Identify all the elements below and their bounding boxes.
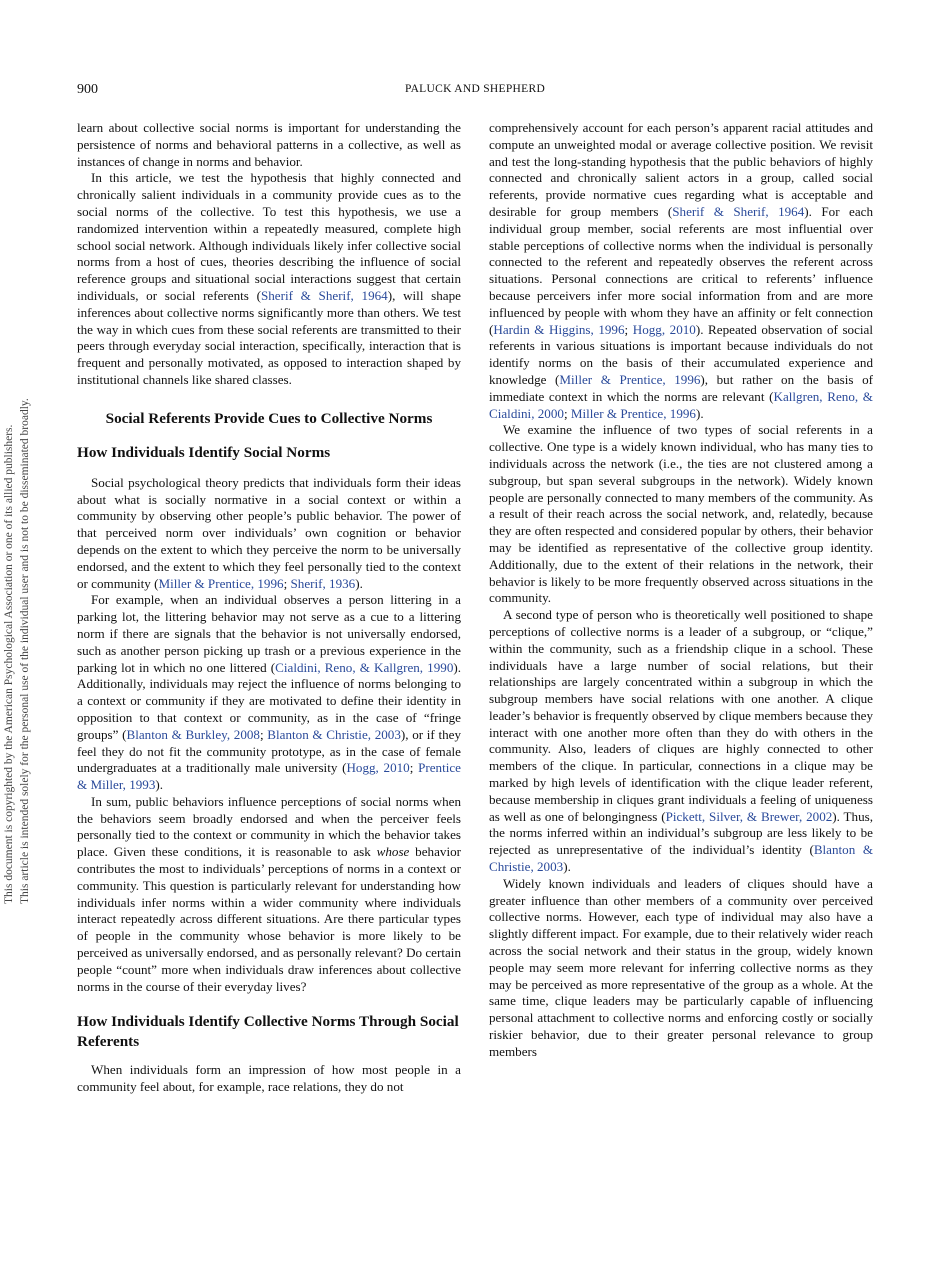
- paragraph: We examine the influence of two types of social referents in a collective. One type is a widely known individual, who has many ties to individuals across the network (i.e., the ties are not clustered among a subgroup, but span several subgroups in the network). Widely known people are personally connected to many members of the community. As a result of their reach across the social network, and, relatedly, because they are often respected and considered popular by others, their behavior may be identified as representative of the collective group identity. Additionally, due to the extent of their relations in the network, their behavior is likely to be more frequently observed across situations in the community.: [489, 422, 873, 606]
- copyright-line-1: This document is copyrighted by the American Psychological Association or one of its allied publishers.: [3, 424, 15, 904]
- citation-link[interactable]: Cialdini, Reno, & Kallgren, 1990: [275, 659, 454, 675]
- citation-link[interactable]: Hogg, 2010: [346, 760, 410, 776]
- citation-link[interactable]: Kallgren, Reno, & Cialdini, 2000: [489, 388, 873, 421]
- paragraph: In this article, we test the hypothesis that highly connected and chronically salient individuals in a community provide cues as to the social norms of the collective. To test this hypothesis, we use a randomized intervention within a repeatedly measured, complete high school social network. Although individuals likely infer collective social norms from a host of cues, theories describing the influence of social reference groups and situational social interactions suggest that certain individuals, or social referents (Sherif & Sherif, 1964), will shape inferences about collective norms significantly more than others. We test the way in which cues from these social referents are transmitted to their peers through everyday social interaction, specifically, interaction that is frequent and personally motivated, as opposed to interaction shaped by institutional channels like shared classes.: [77, 170, 461, 387]
- citation-link[interactable]: Blanton & Christie, 2003: [267, 726, 401, 742]
- citation-link[interactable]: Miller & Prentice, 1996: [570, 405, 696, 421]
- citation-link[interactable]: Miller & Prentice, 1996: [158, 575, 284, 591]
- paragraph: A second type of person who is theoretically well positioned to shape perceptions of collective norms is a leader of a subgroup, or “clique,” within the community, such as a friendship clique in a school. These individuals have a large number of social relations, but their relationships are largely concentrated within a subgroup in which the subgroup members have social relations with one another. A clique leader’s behavior is frequently observed by clique members because they interact with one another more often than they do with others in the community. Also, leaders of cliques are highly connected to other members of the clique. In particular, connections in a clique may be marked by high levels of identification with the clique leader referent, because membership in cliques grant individuals a feeling of uniqueness as well as one of belongingness (Pickett, Silver, & Brewer, 2002). Thus, the norms inferred within an individual’s subgroup are less likely to be rejected as unrepresentative of the individual’s identity (Blanton & Christie, 2003).: [489, 607, 874, 875]
- paragraph: learn about collective social norms is important for understanding the persistence of norms and behavioral patterns in a collective, as well as instances of change in norms and behavior.: [77, 120, 461, 169]
- page-number: 900: [77, 82, 98, 97]
- subsection-heading: How Individuals Identify Collective Norms Through Social Referents: [77, 1013, 459, 1051]
- paragraph: Widely known individuals and leaders of cliques should have a greater influence than other members of a community over perceived collective norms. However, each type of individual may also have a slightly different impact. For example, due to their relatively wider reach across the social network and their status in the group, widely known people may seem more relevant for inferring collective norms as they may be perceived as more representative of the group as a whole. At the same time, clique leaders may be particularly capable of influencing personal attachment to collective norms and enforcing costly or socially riskier behavior, due to their greater personal relevance to group members: [489, 875, 873, 1059]
- citation-link[interactable]: Hogg, 2010: [632, 321, 696, 337]
- paragraph: For example, when an individual observes a person littering in a parking lot, the littering behavior may not serve as a cue to a littering norm if there are signals that the behavior is not universally endorsed, such as another person picking up trash or a previous experience in the parking lot in which no one littered (Cialdini, Reno, & Kallgren, 1990). Additionally, individuals may reject the influence of norms belonging to a context or community if they are motivated to define their identity in opposition to that context or community, as in the case of “fringe groups” (Blanton & Burkley, 2008; Blanton & Christie, 2003), or if they feel they do not fit the community prototype, as in the case of female undergraduates at a traditionally male university (Hogg, 2010; Prentice & Miller, 1993).: [77, 592, 462, 793]
- citation-link[interactable]: Blanton & Burkley, 2008: [126, 726, 260, 742]
- paragraph: comprehensively account for each person’s apparent racial attitudes and compute an unweighted modal or average collective position. We revisit and test the long-standing hypothesis that the public behaviors of highly connected and chronically salient actors in a group, called social referents, provide normative cues regarding what is acceptable and desirable for group members (Sherif & Sherif, 1964). For each individual group member, social referents are most influential over stable perceptions of collective norms when the individual is personally connected to the referent and repeatedly observes the referent across situations. Personal connections are critical to referents’ influence because perceivers infer more social information from and are more influenced by people with whom they have an affinity or felt connection (Hardin & Higgins, 1996; Hogg, 2010). Repeated observation of social referents in various situations is important because individuals do not identify norms on the basis of their accumulated experience and knowledge (Miller & Prentice, 1996), but rather on the basis of immediate context in which the norms are relevant (Kallgren, Reno, & Cialdini, 2000; Miller & Prentice, 1996).: [489, 120, 873, 421]
- citation-link[interactable]: Sherif & Sherif, 1964: [672, 203, 805, 219]
- copyright-sidebar: [2, 344, 42, 904]
- citation-link[interactable]: Blanton & Christie, 2003: [489, 842, 874, 875]
- left-column: [77, 120, 461, 1096]
- subsection-heading: How Individuals Identify Social Norms: [77, 443, 331, 461]
- paragraph: In sum, public behaviors influence perceptions of social norms when the behaviors seem broadly endorsed and when the perceiver feels personally tied to the context or community in which the behavior takes place. Given these conditions, it is reasonable to ask whose behavior contributes the most to individuals’ perceptions of norms in a context or community. This question is particularly relevant for understanding how individuals infer norms within a wider community where individuals interact repeatedly across different situations. Are there particular types of people in the community whose behavior is more likely to be perceived as universally endorsed, and as personally relevant? Do certain people “count” more when individuals draw inferences about collective norms in the course of their everyday lives?: [77, 793, 461, 994]
- citation-link[interactable]: Hardin & Higgins, 1996: [493, 321, 625, 337]
- running-head: PALUCK AND SHEPHERD: [404, 83, 546, 95]
- citation-link[interactable]: Prentice & Miller, 1993: [77, 760, 461, 793]
- citation-link[interactable]: Pickett, Silver, & Brewer, 2002: [665, 808, 833, 824]
- copyright-line-2: This article is intended solely for the personal use of the individual user and is not to be disseminated broadly.: [18, 398, 31, 904]
- paragraph: When individuals form an impression of how most people in a community feel about, for example, race relations, they do not: [77, 1062, 461, 1095]
- right-column: [489, 120, 873, 1061]
- citation-link[interactable]: Miller & Prentice, 1996: [559, 371, 701, 387]
- citation-link[interactable]: Sherif, 1936: [290, 575, 356, 591]
- section-heading: Social Referents Provide Cues to Collective Norms: [105, 409, 433, 427]
- page-header: [0, 82, 950, 100]
- paragraph: Social psychological theory predicts that individuals form their ideas about what is socially normative in a social context or within a community by observing other people’s public behavior. The power of that perceived norm over individuals’ own cognition or behavior depends on the extent to which they perceive the norm to be universally endorsed, and the extent to which they feel personally tied to the context or community (Miller & Prentice, 1996; Sherif, 1936).: [77, 474, 461, 591]
- citation-link[interactable]: Sherif & Sherif, 1964: [260, 287, 388, 303]
